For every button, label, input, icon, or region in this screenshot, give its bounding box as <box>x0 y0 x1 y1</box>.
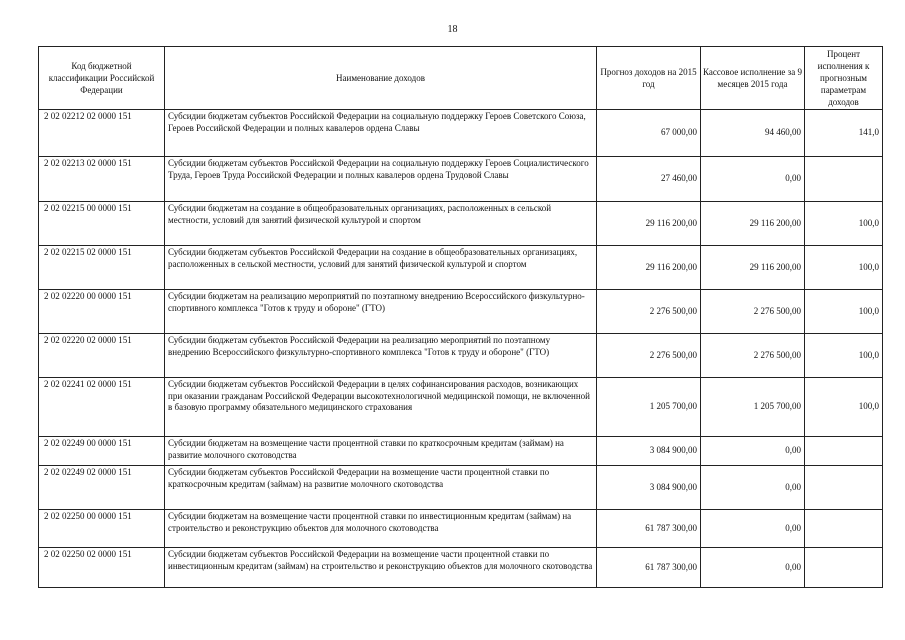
row-percent: 100,0 <box>805 378 883 437</box>
row-name: Субсидии бюджетам на возмещение части процентной ставки по краткосрочным кредитам (займам) на развитие молочного скотоводства <box>165 437 597 466</box>
row-code: 2 02 02220 00 0000 151 <box>39 290 165 334</box>
row-forecast: 1 205 700,00 <box>597 378 701 437</box>
row-percent: 100,0 <box>805 202 883 246</box>
row-code: 2 02 02249 02 0000 151 <box>39 466 165 510</box>
row-name: Субсидии бюджетам субъектов Российской Федерации на возмещение части процентной ставки по краткосрочным кредитам (займам) на развитие молочного скотоводства <box>165 466 597 510</box>
row-code: 2 02 02249 00 0000 151 <box>39 437 165 466</box>
row-forecast: 27 460,00 <box>597 157 701 202</box>
row-percent <box>805 548 883 588</box>
row-executed: 29 116 200,00 <box>701 246 805 290</box>
table-row <box>39 510 883 548</box>
row-executed: 0,00 <box>701 548 805 588</box>
table-row <box>39 334 883 378</box>
row-code: 2 02 02241 02 0000 151 <box>39 378 165 437</box>
row-name: Субсидии бюджетам субъектов Российской Федерации на создание в общеобразовательных организациях, расположенных в сельской местности, условий для занятий физической культурой и спортом <box>165 246 597 290</box>
header-percent: Процент исполнения к прогнозным параметрам доходов <box>805 47 883 110</box>
row-name: Субсидии бюджетам субъектов Российской Федерации на реализацию мероприятий по поэтапному внедрению Всероссийского физкультурно-спортивного комплекса "Готов к труду и обороне" (ГТО) <box>165 334 597 378</box>
row-percent <box>805 466 883 510</box>
row-name: Субсидии бюджетам субъектов Российской Федерации на социальную поддержку Героев Советского Союза, Героев Российской Федерации и полных кавалеров ордена Славы <box>165 110 597 157</box>
row-name: Субсидии бюджетам субъектов Российской Федерации на социальную поддержку Героев Социалистического Труда, Героев Труда Российской Федерации и полных кавалеров ордена Трудовой Славы <box>165 157 597 202</box>
header-forecast: Прогноз доходов на 2015 год <box>597 47 701 110</box>
table-row <box>39 378 883 437</box>
row-forecast: 61 787 300,00 <box>597 510 701 548</box>
row-name: Субсидии бюджетам субъектов Российской Федерации на возмещение части процентной ставки по инвестиционным кредитам (займам) на строительство и реконструкцию объектов для молочного скотоводства <box>165 548 597 588</box>
table-row <box>39 157 883 202</box>
row-code: 2 02 02250 00 0000 151 <box>39 510 165 548</box>
row-executed: 2 276 500,00 <box>701 334 805 378</box>
revenue-table <box>38 46 883 588</box>
header-executed: Кассовое исполнение за 9 месяцев 2015 года <box>701 47 805 110</box>
row-forecast: 3 084 900,00 <box>597 437 701 466</box>
row-executed: 2 276 500,00 <box>701 290 805 334</box>
row-executed: 0,00 <box>701 466 805 510</box>
table-row <box>39 110 883 157</box>
row-executed: 94 460,00 <box>701 110 805 157</box>
row-percent: 141,0 <box>805 110 883 157</box>
row-code: 2 02 02212 02 0000 151 <box>39 110 165 157</box>
header-name: Наименование доходов <box>165 47 597 110</box>
row-percent: 100,0 <box>805 290 883 334</box>
row-code: 2 02 02215 00 0000 151 <box>39 202 165 246</box>
row-name: Субсидии бюджетам на реализацию мероприятий по поэтапному внедрению Всероссийского физкультурно-спортивного комплекса "Готов к труду и обороне" (ГТО) <box>165 290 597 334</box>
header-code: Код бюджетной классификации Российской Федерации <box>39 47 165 110</box>
row-code: 2 02 02213 02 0000 151 <box>39 157 165 202</box>
row-forecast: 29 116 200,00 <box>597 202 701 246</box>
row-forecast: 3 084 900,00 <box>597 466 701 510</box>
row-code: 2 02 02215 02 0000 151 <box>39 246 165 290</box>
row-name: Субсидии бюджетам на создание в общеобразовательных организациях, расположенных в сельской местности, условий для занятий физической культурой и спортом <box>165 202 597 246</box>
row-name: Субсидии бюджетам субъектов Российской Федерации в целях софинансирования расходов, возникающих при оказании гражданам Российской Федерации высокотехнологичной медицинской помощи, не включенной в базовую программу обязательного медицинского страхования <box>165 378 597 437</box>
page-number: 18 <box>447 24 458 35</box>
table-row <box>39 466 883 510</box>
row-name: Субсидии бюджетам на возмещение части процентной ставки по инвестиционным кредитам (займам) на строительство и реконструкцию объектов для молочного скотоводства <box>165 510 597 548</box>
row-percent <box>805 157 883 202</box>
row-forecast: 2 276 500,00 <box>597 290 701 334</box>
row-executed: 1 205 700,00 <box>701 378 805 437</box>
row-forecast: 29 116 200,00 <box>597 246 701 290</box>
row-executed: 0,00 <box>701 510 805 548</box>
table-row <box>39 290 883 334</box>
row-code: 2 02 02220 02 0000 151 <box>39 334 165 378</box>
table-row <box>39 202 883 246</box>
row-executed: 0,00 <box>701 437 805 466</box>
row-percent: 100,0 <box>805 334 883 378</box>
table-row <box>39 246 883 290</box>
row-forecast: 67 000,00 <box>597 110 701 157</box>
row-forecast: 2 276 500,00 <box>597 334 701 378</box>
row-executed: 29 116 200,00 <box>701 202 805 246</box>
table-header-row <box>39 47 883 110</box>
row-percent <box>805 510 883 548</box>
table-row <box>39 437 883 466</box>
row-percent: 100,0 <box>805 246 883 290</box>
table-row <box>39 548 883 588</box>
row-code: 2 02 02250 02 0000 151 <box>39 548 165 588</box>
row-percent <box>805 437 883 466</box>
row-executed: 0,00 <box>701 157 805 202</box>
row-forecast: 61 787 300,00 <box>597 548 701 588</box>
